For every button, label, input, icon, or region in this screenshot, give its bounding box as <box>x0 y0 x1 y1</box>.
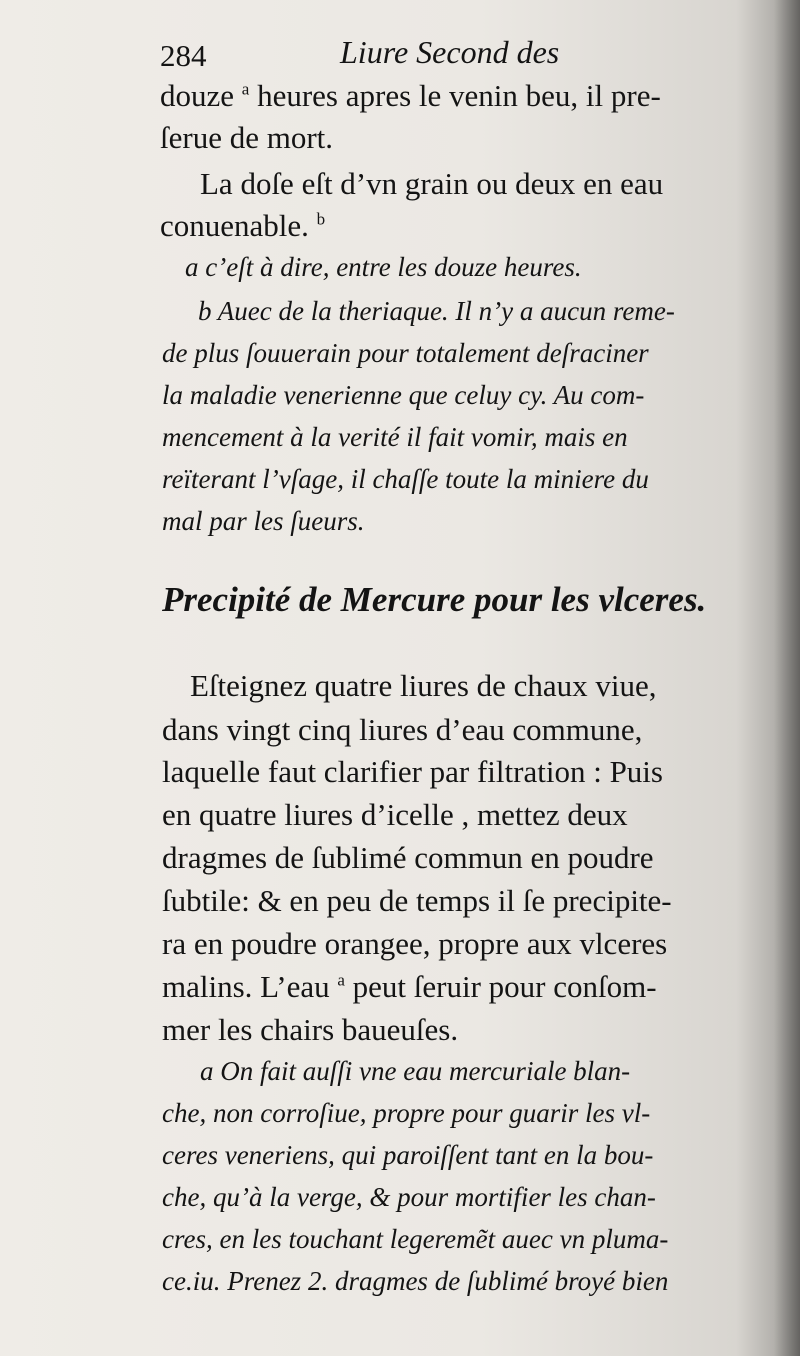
footnote-line: mencement à la verité il fait vomir, mais en <box>162 422 628 452</box>
footnote-line: la maladie venerienne que celuy cy. Au com- <box>162 380 645 410</box>
text-line: ra en poudre orangee, propre aux vlceres <box>162 926 668 961</box>
note-marker: a <box>337 970 345 990</box>
text-fragment: conuenable. <box>160 208 309 243</box>
text-fragment: malins. L’eau <box>162 969 330 1004</box>
text-line: dans vingt cinq liures d’eau commune, <box>162 712 643 747</box>
footnote-line: a c’eſt à dire, entre les douze heures. <box>185 252 582 282</box>
footnote-line: cres, en les touchant legeremẽt auec vn pluma- <box>162 1224 669 1254</box>
text-line: ſubtile: & en peu de temps il ſe precipite- <box>162 883 672 918</box>
footnote-line: mal par les ſueurs. <box>162 506 365 536</box>
footnote-line: che, non corroſiue, propre pour guarir les vl- <box>162 1098 651 1128</box>
footnote-line: ce.iu. Prenez 2. dragmes de ſublimé broyé bien <box>162 1266 669 1296</box>
note-marker: b <box>316 209 326 229</box>
text-line: mer les chairs baueuſes. <box>162 1012 459 1047</box>
section-title: Precipité de Mercure pour les vlceres. <box>162 580 707 619</box>
page-number: 284 <box>160 38 207 73</box>
text-fragment: heures apres le venin beu, il pre- <box>257 78 661 113</box>
text-line <box>162 969 657 1005</box>
text-line: dragmes de ſublimé commun en poudre <box>162 840 654 875</box>
footnote-line: de plus ſouuerain pour totalement deſraciner <box>162 338 649 368</box>
text-line: en quatre liures d’icelle , mettez deux <box>162 797 628 832</box>
footnote-line: che, qu’à la verge, & pour mortifier les chan- <box>162 1182 656 1212</box>
page-edge-shadow <box>774 0 800 1356</box>
note-marker: a <box>241 79 250 99</box>
footnote-line: ceres veneriens, qui paroiſſent tant en la bou- <box>162 1140 654 1170</box>
footnote-line: reïterant l’vſage, il chaſſe toute la miniere du <box>162 464 649 494</box>
running-title: Liure Second des <box>340 34 560 70</box>
text-line: Eſteignez quatre liures de chaux viue, <box>190 668 657 703</box>
text-fragment: peut ſeruir pour conſom- <box>352 969 657 1004</box>
text-line: laquelle faut clarifier par filtration : Puis <box>162 754 663 789</box>
text-line: La doſe eſt d’vn grain ou deux en eau <box>200 166 664 201</box>
footnote-line: a On fait auſſi vne eau mercuriale blan- <box>200 1056 631 1086</box>
text-line <box>160 78 661 114</box>
footnote-line: b Auec de la theriaque. Il n’y a aucun reme- <box>198 296 675 326</box>
text-fragment: douze <box>160 78 235 113</box>
text-line: ſerue de mort. <box>160 120 334 155</box>
text-line <box>160 208 325 244</box>
